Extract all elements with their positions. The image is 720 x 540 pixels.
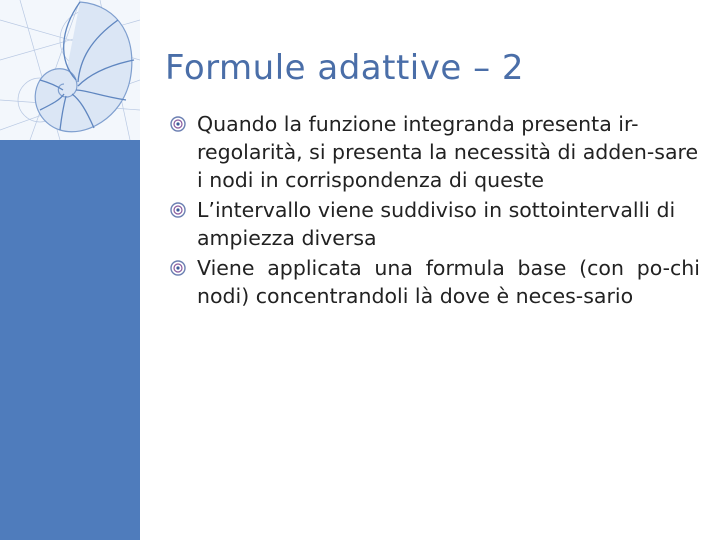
spiral-bullet-icon xyxy=(170,116,186,132)
slide-title: Formule adattive – 2 xyxy=(165,48,525,88)
bullet-text: Quando la funzione integranda presenta ir-regolarità, si presenta la necessità di adden-sare i nodi in corrispondenza di queste xyxy=(197,112,699,192)
bullet-list xyxy=(165,110,700,312)
bullet-item-2 xyxy=(165,196,700,252)
bullet-item-1 xyxy=(165,110,700,194)
bullet-text: L’intervallo viene suddiviso in sottointervalli di ampiezza diversa xyxy=(197,198,676,250)
spiral-bullet-icon xyxy=(170,260,186,276)
spiral-bullet-icon xyxy=(170,202,186,218)
nautilus-shell-art xyxy=(0,0,140,140)
bullet-item-3 xyxy=(165,254,700,310)
bullet-text: Viene applicata una formula base (con po-chi nodi) concentrandoli là dove è neces-sario xyxy=(197,256,700,308)
